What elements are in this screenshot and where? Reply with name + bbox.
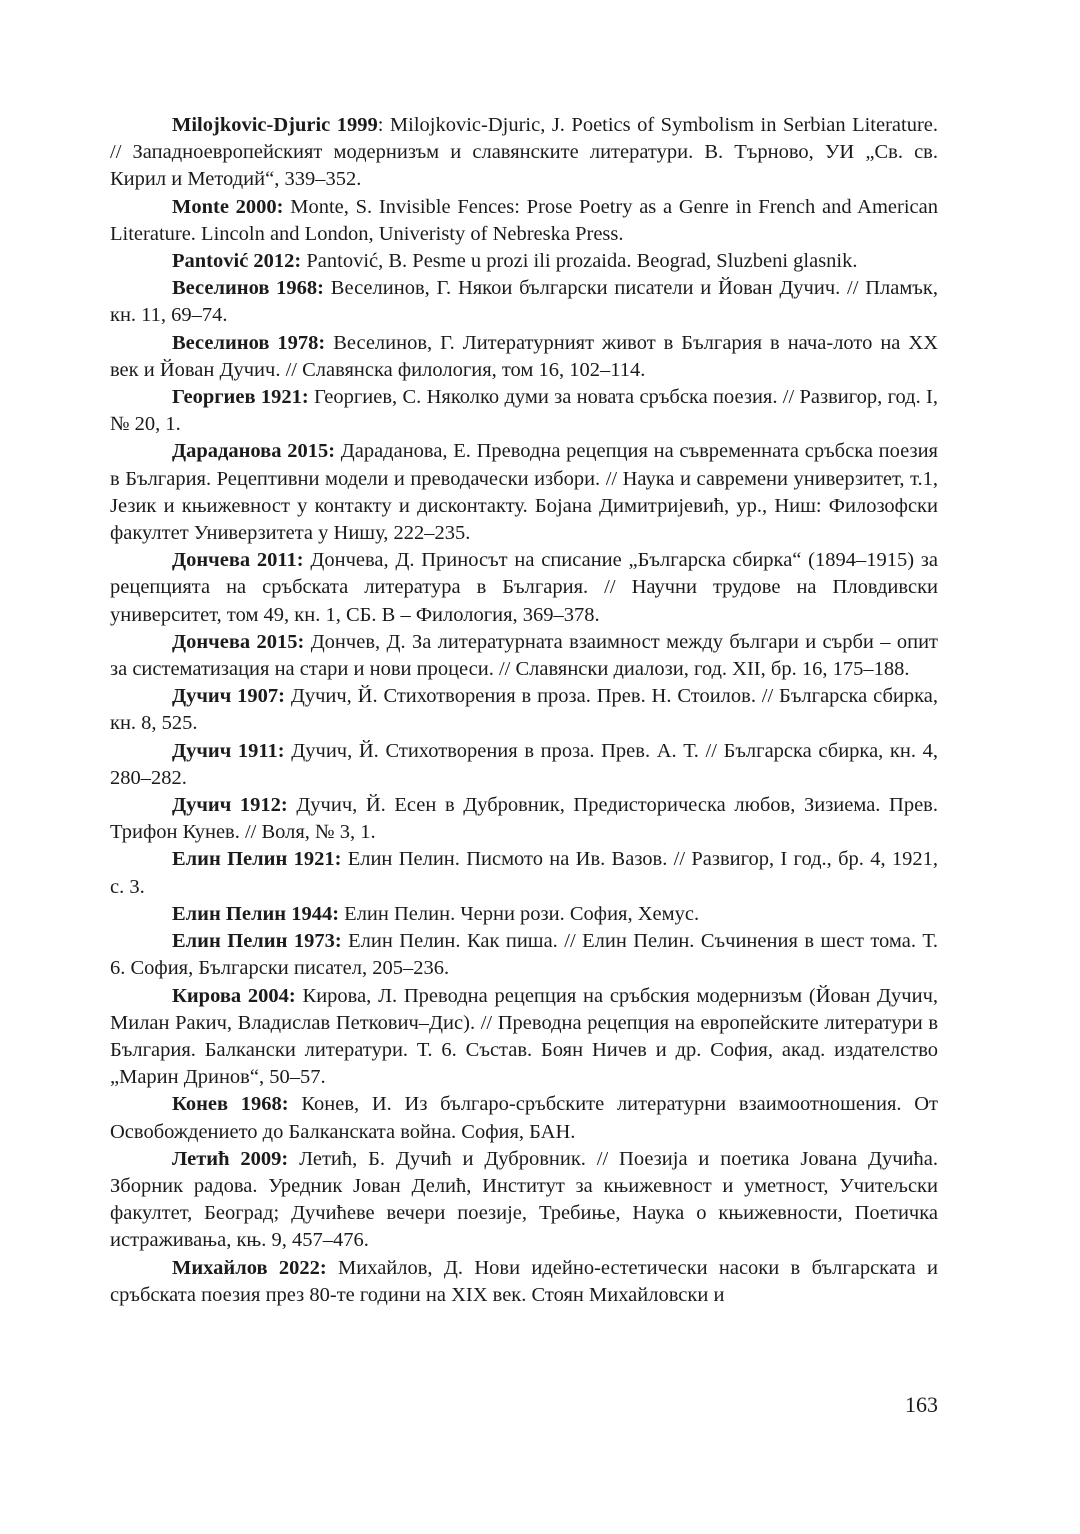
bibliography-entry (110, 683, 938, 737)
entry-key: Monte 2000: (172, 195, 284, 218)
entry-key: Михайлов 2022: (172, 1256, 327, 1279)
bibliography-entry (110, 438, 938, 547)
entry-text: Дараданова, Е. Преводна рецепция на съвременната сръбска поезия в България. Рецептивни модели и преводачески избори. // Наука и савремени универзитет, т.1, Језик и књижевност у контакту и дисконтакту. Бојана Димитријевић, ур., Ниш: Филозофски факултет Универзитета у Нишу, 222–235. (110, 440, 938, 545)
entry-text: Летић, Б. Дучић и Дубровник. // Поезија и поетика Јована Дучића. Зборник радова. Уредник Јован Делић, Институт за књижевност и уметност, Учитељски факултет, Београд; Дучићеве вечери поезије, Требиње, Наука о књижевности, Поетичка истраживања, књ. 9, 457–476. (110, 1147, 939, 1252)
entry-key: Кирова 2004: (172, 984, 296, 1007)
entry-text: Георгиев, С. Няколко думи за новата сръбска поезия. // Развигор, год. I, № 20, 1. (110, 386, 938, 436)
bibliography-entry (110, 792, 938, 846)
bibliography-entry (110, 1146, 938, 1255)
entry-text: Веселинов, Г. Някои български писатели и Йован Дучич. // Пламък, кн. 11, 69–74. (110, 277, 938, 327)
entry-key: Дараданова 2015: (172, 440, 336, 463)
entry-key: Конев 1968: (172, 1093, 289, 1116)
bibliography-entry (110, 629, 938, 683)
entry-key: Елин Пелин 1944: (172, 902, 340, 925)
bibliography-entry (110, 928, 938, 982)
bibliography-entry (110, 275, 938, 329)
entry-text: Дучич, Й. Стихотворения в проза. Прев. Н. Стоилов. // Българска сбирка, кн. 8, 525. (110, 685, 938, 735)
entry-text: Конев, И. Из българо-сръбските литературни взаимоотношения. От Освобождението до Балканската война. София, БАН. (110, 1093, 938, 1143)
entry-text: Дучич, Й. Есен в Дубровник, Предисторическа любов, Зизиема. Прев. Трифон Кунев. // Воля, № 3, 1. (110, 794, 938, 844)
entry-text: Дучич, Й. Стихотворения в проза. Прев. А. Т. // Българска сбирка, кн. 4, 280–282. (110, 739, 939, 789)
entry-text: Дончева, Д. Приносът на списание „Българска сбирка“ (1894–1915) за рецепцията на сръбската литература в България. // Научни трудове на Пловдивски университет, том 49, кн. 1, СБ. В – Филология, 369–378. (110, 549, 939, 626)
entry-key: Летић 2009: (172, 1147, 289, 1170)
entry-key: Дончева 2015: (172, 630, 305, 653)
entry-text: Михайлов, Д. Нови идейно-естетически насоки в българската и сръбската поезия през 80-те години на XIX век. Стоян Михайловски и (110, 1256, 939, 1306)
entry-text: Елин Пелин. Черни рози. София, Хемус. (339, 902, 700, 925)
entry-text: Елин Пелин. Как пиша. // Елин Пелин. Съчинения в шест тома. Т. 6. София, Български писател, 205–236. (110, 930, 939, 980)
entry-key: Дучич 1911: (172, 739, 285, 762)
bibliography-list (110, 112, 938, 1309)
bibliography-entry (110, 384, 938, 438)
bibliography-entry (110, 738, 938, 792)
page-number: 163 (905, 1392, 938, 1417)
entry-text: Елин Пелин. Писмото на Ив. Вазов. // Развигор, I год., бр. 4, 1921, с. 3. (110, 848, 938, 898)
entry-key: Веселинов 1978: (172, 331, 326, 354)
bibliography-entry (110, 901, 938, 928)
entry-key: Дучич 1907: (172, 685, 285, 708)
entry-key: Елин Пелин 1973: (172, 930, 342, 953)
bibliography-entry (110, 1255, 938, 1309)
entry-key: Георгиев 1921: (172, 386, 309, 409)
entry-text: Дончев, Д. За литературната взаимност между българи и сърби – опит за систематизация на стари и нови процеси. // Славянски диалози, год. XII, бр. 16, 175–188. (110, 630, 938, 681)
entry-text: Monte, S. Invisible Fences: Prose Poetry as a Genre in French and American Literature. Lincoln and London, Univeristy of Nebreska Press. (110, 195, 938, 245)
entry-key: Дучич 1912: (172, 794, 288, 817)
entry-text: Кирова, Л. Преводна рецепция на сръбския модернизъм (Йован Дучич, Милан Ракич, Владислав Петкович–Дис). // Преводна рецепция на европейските литератури в България. Балкански литератури. Т. 6. Състав. Боян Ничев и др. София, акад. издателство „Марин Дринов“, 50–57. (110, 984, 939, 1089)
entry-key: Pantović 2012: (172, 250, 302, 273)
bibliography-entry (110, 1091, 938, 1145)
entry-text: Pantović, B. Pesme u prozi ili prozaida. Beograd, Sluzbeni glasnik. (301, 250, 858, 273)
bibliography-entry (110, 248, 938, 275)
bibliography-entry (110, 983, 938, 1092)
bibliography-entry (110, 846, 938, 900)
entry-text: : Milojkovic-Djuric, J. Poetics of Symbolism in Serbian Literature. // Западноевропейският модернизъм и славянските литератури. В. Търново, УИ „Св. св. Кирил и Методий“, 339–352. (110, 114, 939, 191)
entry-key: Дончева 2011: (172, 549, 304, 572)
bibliography-entry (110, 112, 938, 194)
entry-text: Веселинов, Г. Литературният живот в България в нача-лото на XX век и Йован Дучич. // Славянска филология, том 16, 102–114. (110, 331, 938, 381)
bibliography-entry (110, 547, 938, 629)
entry-key: Елин Пелин 1921: (172, 848, 342, 871)
entry-key: Веселинов 1968: (172, 277, 325, 300)
bibliography-entry (110, 330, 938, 384)
entry-key: Milojkovic-Djuric 1999 (172, 114, 378, 136)
bibliography-entry (110, 194, 938, 248)
